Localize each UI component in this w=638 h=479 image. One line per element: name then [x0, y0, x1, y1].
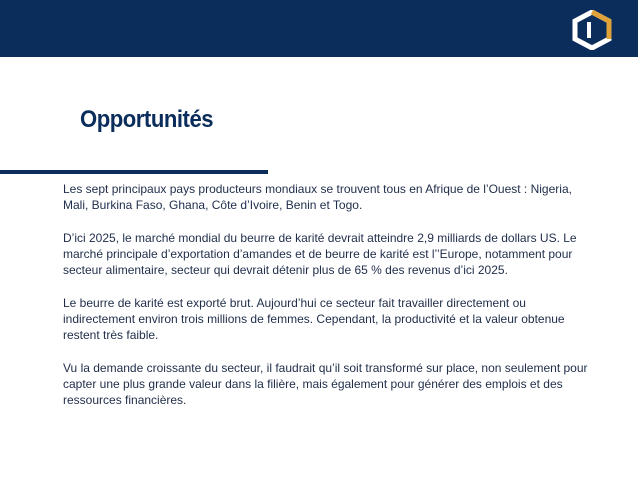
- paragraph-market: D’ici 2025, le marché mondial du beurre de karité devrait atteindre 2,9 milliards de dollars US. Le marché principale d’exportation d’amandes et de beurre de karité est l’’Europe, notamment pour secteur alimentaire, secteur qui devrait détenir plus de 65 % des revenus d’ici 2025.: [63, 231, 577, 277]
- hexagon-logo-icon: [570, 10, 614, 50]
- paragraph-export: Le beurre de karité est exporté brut. Aujourd’hui ce secteur fait travailler directement ou indirectement environ trois millions de femmes. Cependant, la productivité et la valeur obtenue restent très faible.: [63, 296, 565, 342]
- paragraph-producers: Les sept principaux pays producteurs mondiaux se trouvent tous en Afrique de l’Ouest : Nigeria, Mali, Burkina Faso, Ghana, Côte d’Ivoire, Benin et Togo.: [63, 182, 572, 212]
- paragraph-demand: Vu la demande croissante du secteur, il faudrait qu’il soit transformé sur place, non seulement pour capter une plus grande valeur dans la filière, mais également pour générer des emplois et des ressources financières.: [63, 361, 588, 407]
- slide-title: Opportunités: [80, 106, 214, 133]
- title-underline: [0, 170, 268, 174]
- header-band: [0, 0, 638, 57]
- slide-body: [63, 181, 598, 425]
